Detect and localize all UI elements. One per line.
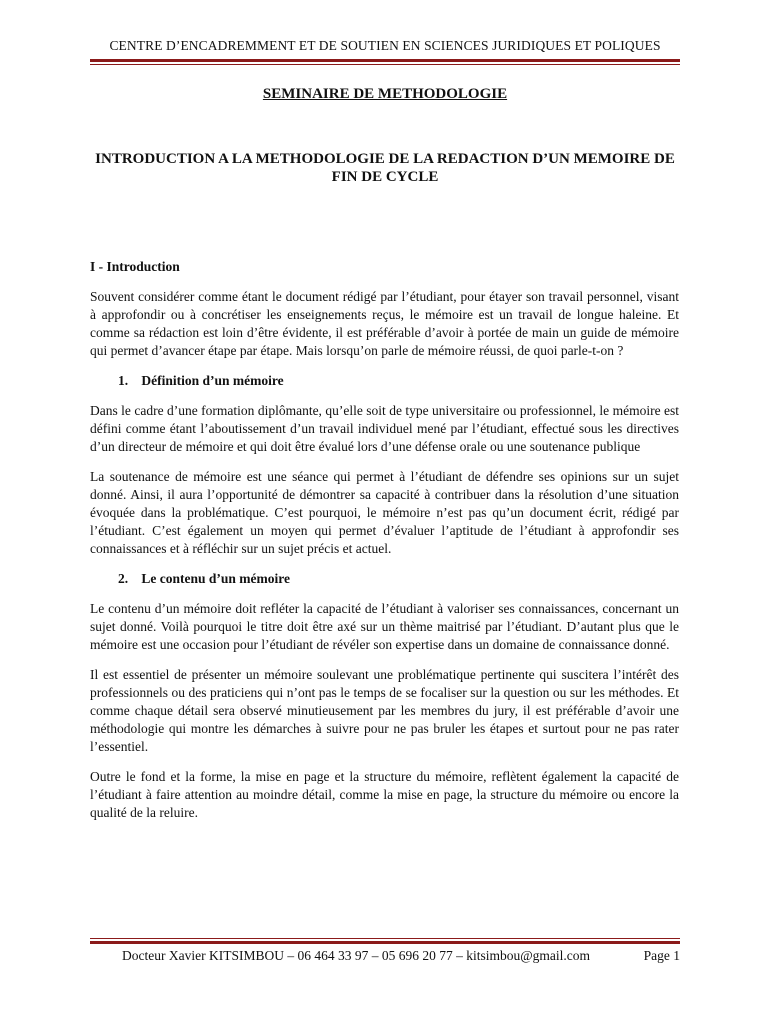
intro-paragraph: Souvent considérer comme étant le document rédigé par l’étudiant, pour étayer son travail personnel, visant à approfondir ou à concrétiser les enseignements reçus, le mémoire est un travail de longue haleine. Et comme sa rédaction est loin d’être évidente, il est préférable d’avoir à portée de main un guide de mémoire qui permet d’avancer étape par étape. Mais lorsqu’on parle de mémoire réussi, de quoi parle-t-on ? — [90, 289, 679, 358]
subsection-number: 2. — [118, 571, 129, 586]
subsection-title: Définition d’un mémoire — [141, 373, 284, 388]
header-rule-thick — [90, 59, 680, 62]
page-header: CENTRE D’ENCADREMMENT ET DE SOUTIEN EN SCIENCES JURIDIQUES ET POLIQUES — [109, 38, 661, 53]
subsection-heading-contenu — [90, 570, 679, 588]
section-heading: I - Introduction — [90, 259, 180, 274]
definition-paragraph-2: La soutenance de mémoire est une séance qui permet à l’étudiant de défendre ses opinions sur un sujet donné. Ainsi, il aura l’opportunité de démontrer sa capacité à contribuer dans la résolution d’une situation évoquée dans la problématique. C’est pourquoi, le mémoire n’est pas qu’un document écrit, rédigé par l’étudiant. C’est également un moyen qui permet d’évaluer l’aptitude de l’étudiant à approfondir ses connaissances et à réfléchir sur un sujet précis et actuel. — [90, 469, 679, 556]
definition-paragraph-1: Dans le cadre d’une formation diplômante, qu’elle soit de type universitaire ou professionnel, le mémoire est défini comme étant l’aboutissement d’un travail individuel mené par l’étudiant, effectué sous les directives d’un directeur de mémoire et qui doit être évalué lors d’une défense orale ou une soutenance publique — [90, 403, 679, 454]
document-title: INTRODUCTION A LA METHODOLOGIE DE LA REDACTION D’UN MEMOIRE DE FIN DE CYCLE — [95, 151, 675, 185]
subsection-number: 1. — [118, 373, 129, 388]
page-number: Page 1 — [643, 948, 680, 963]
contenu-paragraph-1: Le contenu d’un mémoire doit refléter la capacité de l’étudiant à valoriser ses connaissances, concernant un sujet donné. Voilà pourquoi le titre doit être axé sur un thème maitrisé par l’étudiant. D’autant plus que le mémoire est une occasion pour l’étudiant de révéler son expertise dans un domaine de connaissance donné. — [90, 601, 679, 652]
subsection-heading-definition — [90, 372, 679, 390]
footer-contact: Docteur Xavier KITSIMBOU – 06 464 33 97 – 05 696 20 77 – kitsimbou@gmail.com — [122, 948, 591, 963]
subsection-title: Le contenu d’un mémoire — [141, 571, 290, 586]
contenu-paragraph-2: Il est essentiel de présenter un mémoire soulevant une problématique pertinente qui suscitera l’intérêt des professionnels ou des praticiens qui n’ont pas le temps de se focaliser sur la question ou sur les méthodes. Et comme chaque détail sera observé minutieusement par les membres du jury, il est préférable d’avoir une méthodologie qui montre les démarches à suivre pour ne pas bruler les étapes et surtout pour ne pas rater l’essentiel. — [90, 667, 679, 754]
seminar-title: SEMINAIRE DE METHODOLOGIE — [262, 86, 508, 102]
document-body — [90, 258, 679, 834]
footer-rule-thin — [90, 938, 680, 939]
footer-rule-thick — [90, 941, 680, 944]
contenu-paragraph-3: Outre le fond et la forme, la mise en page et la structure du mémoire, reflètent également la capacité de l’étudiant à faire attention au moindre détail, comme la mise en page, la structure du mémoire ou encore la qualité de la reluire. — [90, 769, 679, 820]
header-rule-thin — [90, 64, 680, 65]
